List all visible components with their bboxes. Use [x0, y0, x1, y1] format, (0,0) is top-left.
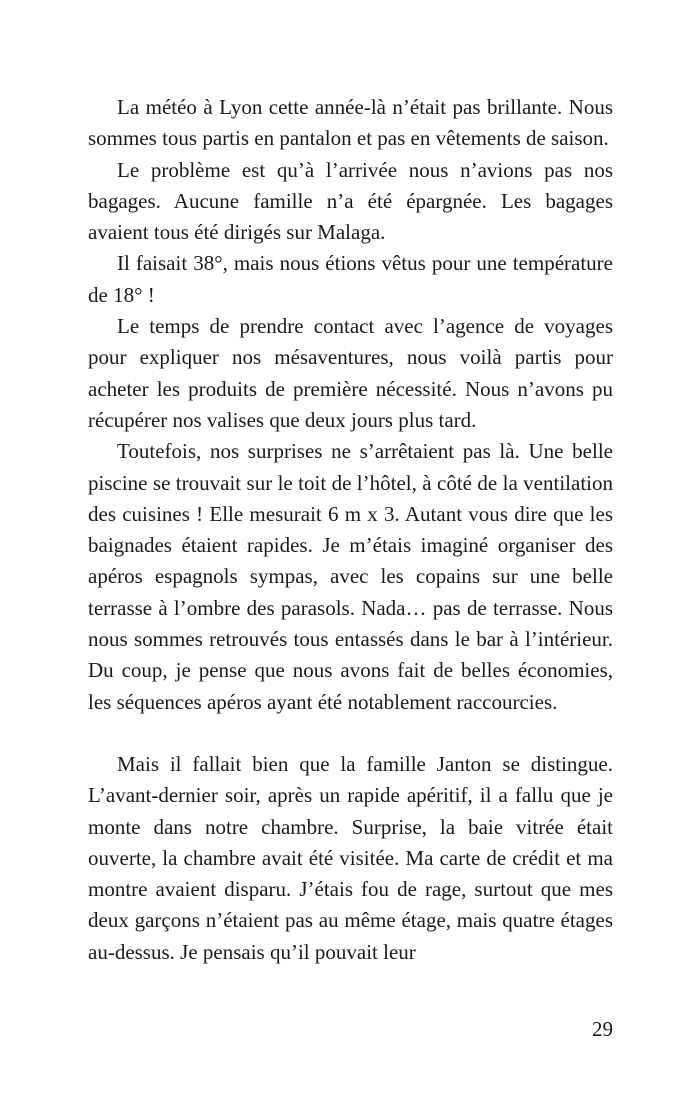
paragraph: Mais il fallait bien que la famille Janton se distingue. L’avant-dernier soir, après un rapide apéritif, il a fallu que je monte dans notre chambre. Surprise, la baie vitrée était ouverte, la chambre avait été visitée. Ma carte de crédit et ma montre avaient disparu. J’étais fou de rage, surtout que mes deux garçons n’étaient pas au même étage, mais quatre étages au-dessus. Je pensais qu’il pouvait leur	[88, 751, 613, 964]
section-break	[88, 718, 613, 749]
paragraph: Le problème est qu’à l’arrivée nous n’avions pas nos bagages. Aucune famille n’a été épargnée. Les bagages avaient tous été dirigés sur Malaga.	[88, 157, 613, 245]
paragraph: Il faisait 38°, mais nous étions vêtus pour une température de 18° !	[88, 251, 613, 307]
paragraph: La météo à Lyon cette année-là n’était pas brillante. Nous sommes tous partis en pantalon et pas en vêtements de saison.	[88, 95, 613, 151]
body-text	[88, 92, 613, 968]
paragraph: Toutefois, nos surprises ne s’arrêtaient pas là. Une belle piscine se trouvait sur le toit de l’hôtel, à côté de la ventilation des cuisines ! Elle mesurait 6 m x 3. Autant vous dire que les baignades étaient rapides. Je m’étais imaginé organiser des apéros espagnols sympas, avec les copains sur une belle terrasse à l’ombre des parasols. Nada… pas de terrasse. Nous nous sommes retrouvés tous entassés dans le bar à l’intérieur. Du coup, je pense que nous avons fait de belles économies, les séquences apéros ayant été notablement raccourcies.	[88, 439, 613, 714]
paragraph: Le temps de prendre contact avec l’agence de voyages pour expliquer nos mésaventures, nous voilà partis pour acheter les produits de première nécessité. Nous n’avons pu récupérer nos valises que deux jours plus tard.	[88, 314, 613, 432]
page-number: 29	[592, 1017, 613, 1041]
